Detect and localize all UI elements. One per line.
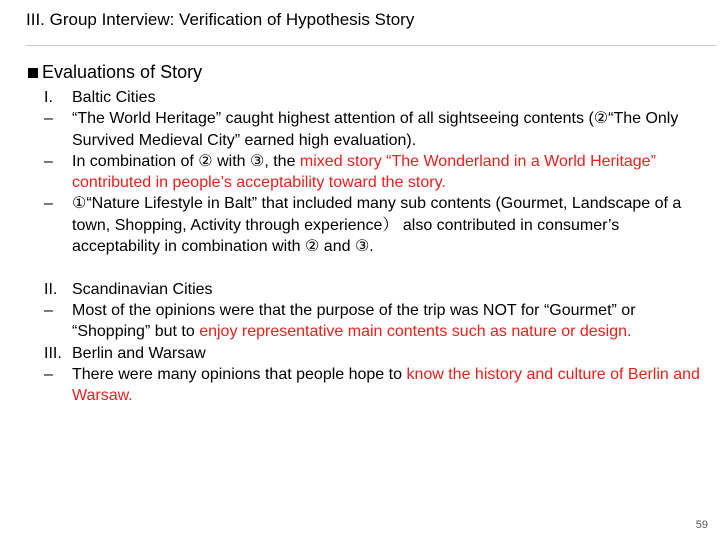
emphasis-text: know the history and culture of Berlin and Warsaw. xyxy=(72,365,700,405)
title-divider xyxy=(26,45,716,46)
list-item xyxy=(44,108,709,151)
section-heading-text: Evaluations of Story xyxy=(42,62,203,82)
section-row xyxy=(44,279,709,300)
dash-bullet: – xyxy=(44,365,53,383)
item-text: Most of the opinions were that the purpose of the trip was NOT for “Gourmet” or “Shopping” but to xyxy=(72,301,636,341)
square-bullet-icon xyxy=(28,68,38,78)
section-title: Scandinavian Cities xyxy=(72,280,213,298)
dash-bullet: – xyxy=(44,110,53,128)
page-number: 59 xyxy=(695,519,708,531)
dash-bullet: – xyxy=(44,152,53,170)
section-marker: III. xyxy=(44,344,62,362)
list-item xyxy=(44,193,709,257)
emphasis-text: enjoy representative main contents such as nature or design. xyxy=(199,323,632,341)
item-text: “The World Heritage” caught highest attention of all sightseeing contents (②“The Only Survived Medieval City” earned high evaluation). xyxy=(72,110,679,149)
list-item xyxy=(44,364,709,407)
list-item xyxy=(44,151,709,194)
slide-title: III. Group Interview: Verification of Hypothesis Story xyxy=(26,10,415,29)
section-marker: I. xyxy=(44,89,53,106)
section-title: Berlin and Warsaw xyxy=(72,344,206,362)
list-item xyxy=(44,300,709,343)
item-text: In combination of ② with ③, the xyxy=(72,152,300,170)
list-item-text xyxy=(72,151,709,194)
section-row xyxy=(44,87,709,108)
section-title: Baltic Cities xyxy=(72,89,156,106)
emphasis-text: mixed story “The Wonderland in a World Heritage” contributed in people’s acceptability toward the story. xyxy=(72,152,656,192)
section-marker: II. xyxy=(44,280,58,298)
item-text: ①“Nature Lifestyle in Balt” that included many sub contents (Gourmet, Landscape of a town, Shopping, Activity through experience） also contributed in consumer’s acceptability in combination with ② and ③. xyxy=(72,195,682,256)
item-text: There were many opinions that people hope to xyxy=(72,365,407,383)
section-row xyxy=(44,343,709,364)
list-item-text xyxy=(72,193,709,257)
dash-bullet: – xyxy=(44,195,53,213)
section-heading xyxy=(28,62,202,83)
list-item-text xyxy=(72,108,709,151)
evaluation-list xyxy=(44,87,709,406)
dash-bullet: – xyxy=(44,301,53,319)
list-item-text xyxy=(72,364,709,407)
list-item-text xyxy=(72,300,709,343)
section-spacer xyxy=(44,257,709,278)
